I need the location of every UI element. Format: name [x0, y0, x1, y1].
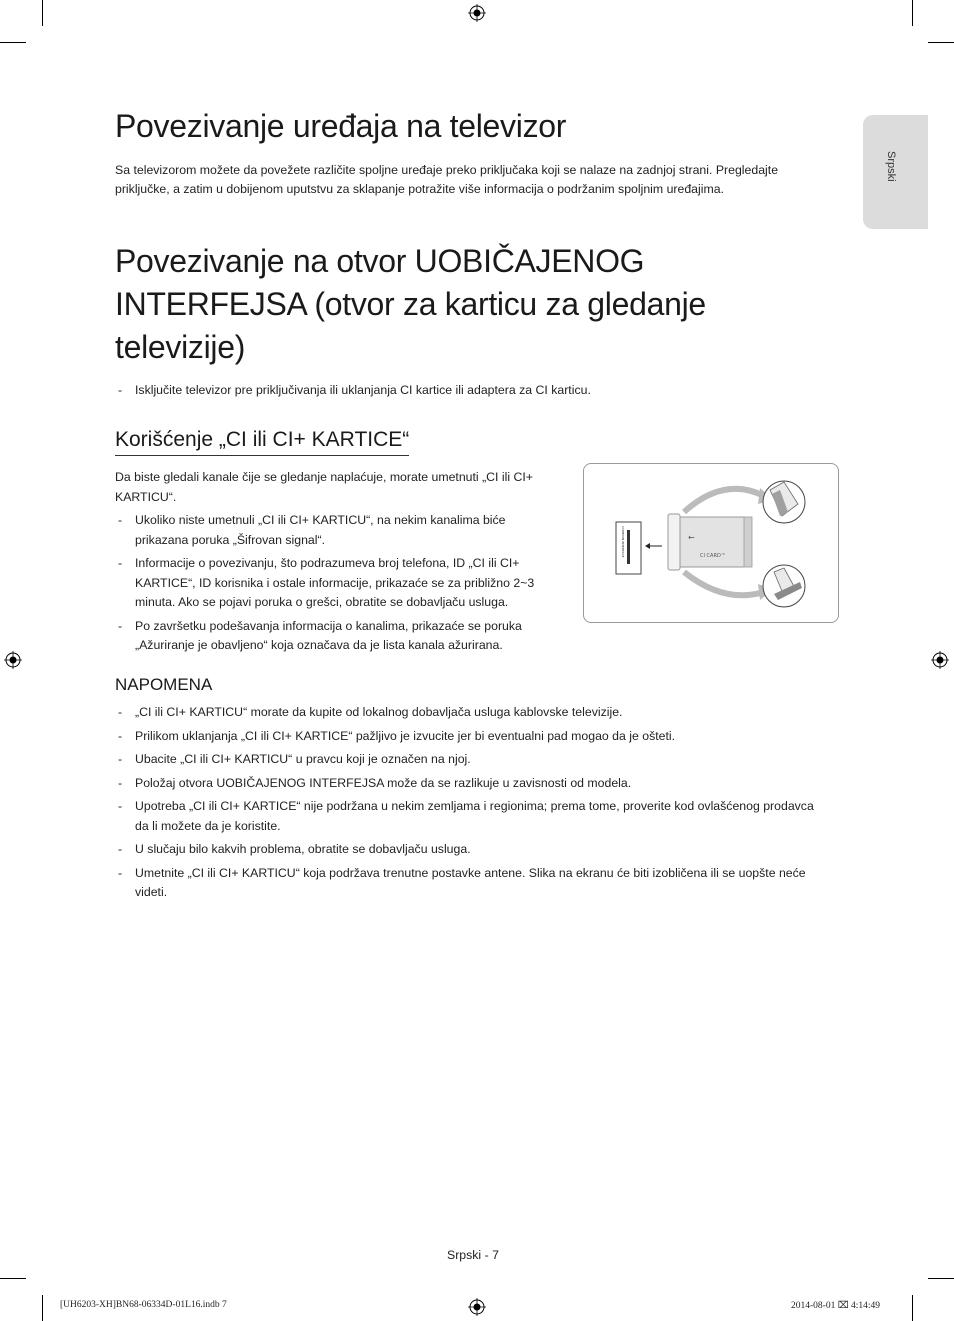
crop-mark [0, 1278, 26, 1279]
common-interface-list [115, 381, 815, 405]
list-item: - U slučaju bilo kakvih problema, obratite se dobavljaču usluga. [115, 840, 820, 860]
list-item: - Umetnite „CI ili CI+ KARTICU“ koja podržava trenutne postavke antene. Slika na ekranu će biti izobličena ili se uopšte neće videti. [115, 864, 820, 903]
registration-mark-icon [931, 651, 949, 669]
section-title-common-interface: Povezivanje na otvor UOBIČAJENOG INTERFEJSA (otvor za karticu za gledanje televizije) [115, 243, 706, 365]
registration-mark-icon [468, 4, 486, 22]
crop-mark [912, 1295, 913, 1321]
list-item: - Prilikom uklanjanja „CI ili CI+ KARTICE“ pažljivo je izvucite jer bi eventualni pad mogao da je ošteti. [115, 727, 820, 747]
note-title: NAPOMENA [115, 675, 213, 694]
list-item: - Ubacite „CI ili CI+ KARTICU“ u pravcu koji je označen na njoj. [115, 750, 820, 770]
ci-card-diagram [584, 464, 838, 622]
svg-text:←: ← [688, 533, 695, 542]
crop-mark [0, 42, 26, 43]
list-item: - Po završetku podešavanja informacija o kanalima, prikazaće se poruka „Ažuriranje je obavljeno“ koja označava da je lista kanala ažurirana. [115, 617, 555, 656]
crop-mark [42, 0, 43, 26]
list-item: - Upotreba „CI ili CI+ KARTICE“ nije podržana u nekim zemljama i regionima; prema tome, proverite kod ovlašćenog prodavca da li možete da je koristite. [115, 797, 820, 836]
list-item: - „CI ili CI+ KARTICU“ morate da kupite od lokalnog dobavljača usluga kablovske televizije. [115, 703, 820, 723]
print-timestamp: 2014-08-01 ⌧ 4:14:49 [791, 1301, 881, 1311]
ci-card-lead: Da biste gledali kanale čije se gledanje naplaćuje, morate umetnuti „CI ili CI+ KARTICU“. [115, 470, 533, 504]
slot-label: COMMON INTERFACE [621, 526, 625, 558]
ci-card-list [115, 511, 555, 660]
print-file-info: [UH6203-XH]BN68-06334D-01L16.indb 7 [60, 1300, 227, 1310]
registration-mark-icon [4, 651, 22, 669]
registration-mark-icon [468, 1298, 486, 1316]
page-number: Srpski - 7 [447, 1248, 499, 1262]
list-item: - Ukoliko niste umetnuli „CI ili CI+ KARTICU“, na nekim kanalima biće prikazana poruka „Šifrovan signal“. [115, 511, 555, 550]
list-item: - Informacije o povezivanju, što podrazumeva broj telefona, ID „CI ili CI+ KARTICE“, ID korisnika i ostale informacije, prikazaće se za približno 2~3 minuta. Ako se pojavi poruka o grešci, obratite se dobavljaču usluga. [115, 554, 555, 613]
crop-mark [928, 42, 954, 43]
crop-mark [42, 1295, 43, 1321]
note-list [115, 703, 820, 907]
list-item: - Položaj otvora UOBIČAJENOG INTERFEJSA može da se razlikuje u zavisnosti od modela. [115, 774, 820, 794]
language-tab-label: Srpski [885, 151, 897, 182]
intro-paragraph: Sa televizorom možete da povežete različite spoljne uređaje preko priključaka koji se nalaze na zadnjoj strani. Pregledajte priključke, a zatim u dobijenom uputstvu za sklapanje potražite više informacija o podržanim spoljnim uređajima. [115, 163, 779, 196]
language-tab [863, 115, 928, 229]
ci-card-illustration [583, 463, 839, 623]
page-title: Povezivanje uređaja na televizor [115, 108, 567, 144]
crop-mark [912, 0, 913, 26]
crop-mark [928, 1278, 954, 1279]
section-title-ci-card: Korišćenje „CI ili CI+ KARTICE“ [115, 428, 409, 456]
card-label: CI CARD™ [700, 553, 726, 559]
list-item: - Isključite televizor pre priključivanja ili uklanjanja CI kartice ili adaptera za CI karticu. [115, 381, 815, 401]
